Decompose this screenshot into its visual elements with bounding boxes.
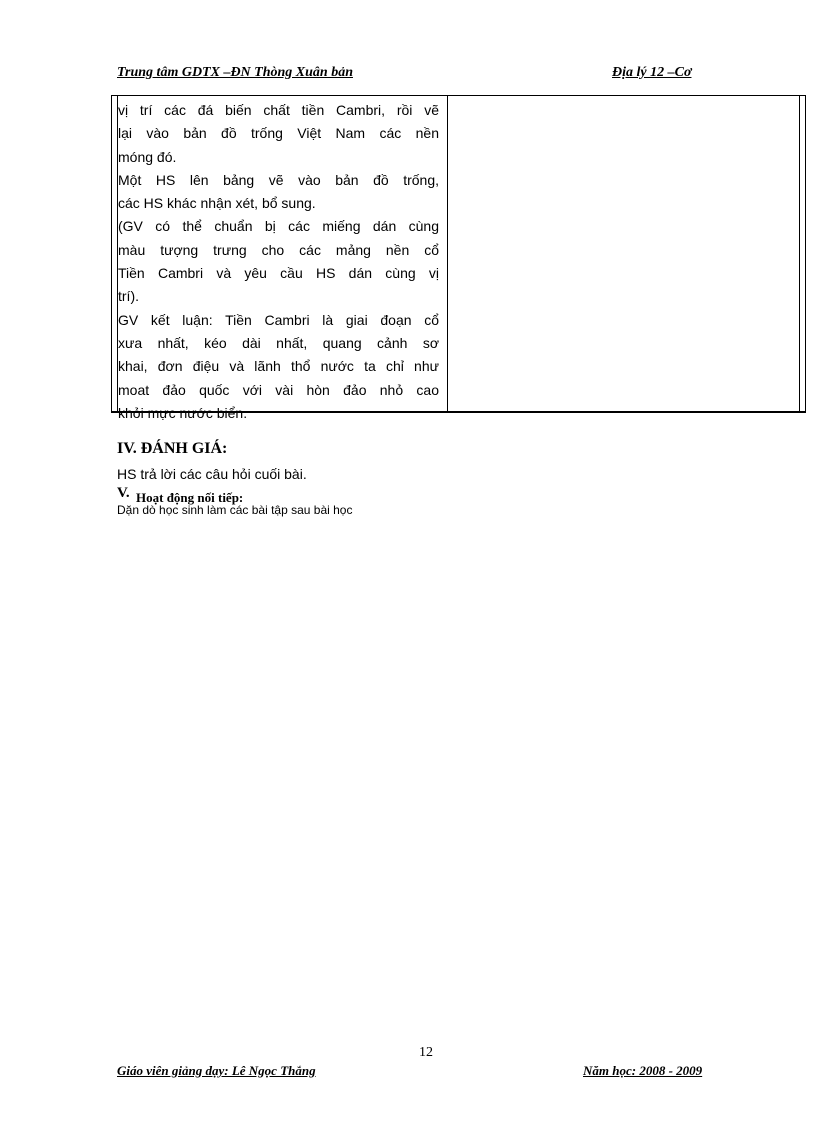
cell-line: Một HS lên bảng vẽ vào bản đồ trống, xyxy=(118,171,439,188)
table-column-divider xyxy=(447,96,448,411)
cell-line: các HS khác nhận xét, bổ sung. xyxy=(118,195,316,212)
table-left-cell xyxy=(118,99,439,425)
cell-line: vị trí các đá biến chất tiền Cambri, rồi vẽ xyxy=(118,102,439,118)
cell-line: xưa nhất, kéo dài nhất, quang cảnh sơ xyxy=(118,334,439,351)
footer-school-year: Năm học: 2008 - 2009 xyxy=(583,1063,703,1078)
cell-line: khai, đơn điệu và lãnh thổ nước ta chỉ như xyxy=(118,358,439,375)
cell-line: khỏi mực nước biển. xyxy=(118,404,248,421)
cell-line: màu tượng trưng cho các mảng nền cổ xyxy=(118,241,439,258)
section-5-title: Hoạt động nối tiếp: xyxy=(136,490,244,505)
header-left: Trung tâm GDTX –ĐN Thòng Xuân bản xyxy=(117,65,353,80)
cell-line: trí). xyxy=(118,288,139,305)
footer-teacher: Giáo viên giảng dạy: Lê Ngọc Thắng xyxy=(117,1063,316,1078)
cell-line: lại vào bản đồ trống Việt Nam các nền xyxy=(118,125,439,142)
section-5-number: V. xyxy=(117,485,130,501)
cell-line: GV kết luận: Tiền Cambri là giai đoạn cổ xyxy=(118,311,439,328)
cell-line: (GV có thể chuẩn bị các miếng dán cùng xyxy=(118,218,439,235)
section-4-heading: IV. ĐÁNH GIÁ: xyxy=(117,440,228,457)
section-5-text: Dặn dò học sinh làm các bài tập sau bài học xyxy=(117,503,353,517)
header-right: Địa lý 12 –Cơ xyxy=(612,65,692,80)
table-inner-right-border xyxy=(799,96,800,411)
page-number: 12 xyxy=(419,1045,433,1060)
cell-line: moat đảo quốc với vài hòn đảo nhỏ cao xyxy=(118,381,439,398)
cell-line: móng đó. xyxy=(118,148,177,165)
section-4-text: HS trả lời các câu hỏi cuối bài. xyxy=(117,466,307,482)
cell-line: Tiền Cambri và yêu cầu HS dán cùng vị xyxy=(118,265,439,282)
